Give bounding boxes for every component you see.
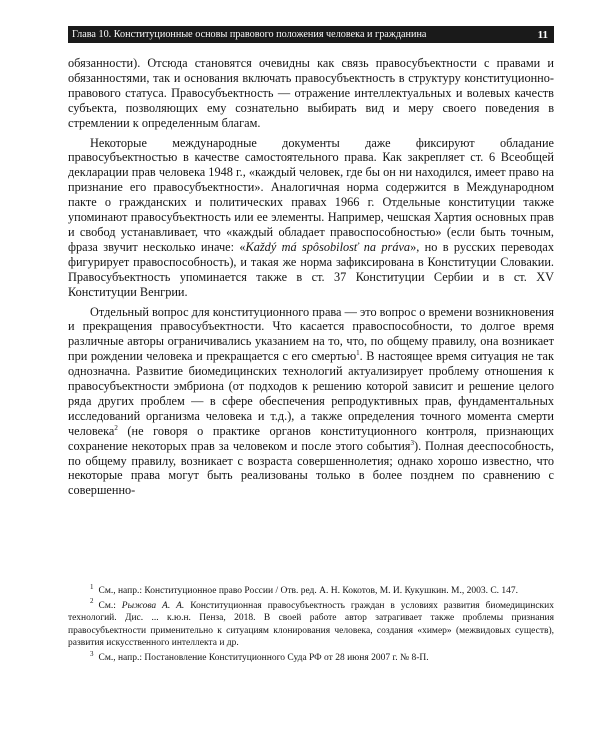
page-number: 11 (537, 28, 548, 41)
paragraph-3-part3: (не говоря о практике органов конституционного контроля, признающих сохранение некоторых прав за человеком и после этого события (68, 423, 554, 453)
footnote-2 (68, 597, 554, 650)
footnotes (68, 582, 554, 667)
paragraph-3-part2: . В настоящее время ситуация не так однозначна. Развитие биомедицинских технологий актуализирует проблему отношения к правосубъектности эмбриона (от подходов к решению которой зависит и решение целого ряда других проблем — в сфере обеспечения репродуктивных прав, фундаментальных исследований организма человека и т.д.), а также определения точного момента смерти человека (68, 349, 554, 438)
footnote-2-author: Рыжова А. А. (121, 600, 185, 611)
paragraph-1-text: обязанности). Отсюда становятся очевидны как связь правосубъектности с правами и обязанностями, так и основания включать правосубъектность в структуру конституционно-правового статуса. Правосубъектность — отражение интеллектуальных и волевых качеств субъекта, позволяющих ему сознательно выбирать вид и меру своего поведения в стремлении к определенным благам. (68, 56, 554, 130)
footnote-ref-2[interactable]: 2 (114, 423, 118, 432)
slovak-quote: Každý má spôsobilosť na práva (245, 239, 411, 254)
footnote-1-text: См., напр.: Конституционное право России / Отв. ред. А. Н. Кокотов, М. И. Кукушкин. М., 2003. С. 147. (98, 586, 519, 596)
paragraph-3-part4: ). Полная дееспособность, по общему правилу, возникает с возраста совершеннолетия; однако хорошо известно, что некоторые права могут быть реализованы только в более позднем по сравнению с совершенно- (68, 438, 554, 498)
paragraph-2-part1: Некоторые международные документы даже фиксируют обладание правосубъектностью в качестве самостоятельного права. Как закрепляет ст. 6 Всеобщей декларации прав человека 1948 г., «каждый человек, где бы он ни находился, имеет право на признание его правосубъектности». Аналогичная норма содержится в Международном пакте о гражданских и политических правах 1966 г. Отдельные конституции также упоминают правосубъектность или ее элементы. Например, чешская Хартия основных прав и свобод устанавливает, что «каждый обладает правоспособностью» (если быть точным, фраза звучит несколько иначе: « (68, 135, 554, 254)
footnote-ref-1[interactable]: 1 (356, 349, 360, 358)
paragraph-3 (68, 305, 554, 499)
paragraph-2 (68, 136, 554, 300)
footnote-ref-3[interactable]: 3 (410, 438, 414, 447)
footnote-3-text: См., напр.: Постановление Конституционного Суда РФ от 28 июня 2007 г. № 8-П. (98, 652, 429, 663)
footnote-3 (68, 649, 554, 665)
footnote-2-number: 2 (90, 597, 94, 606)
running-header (68, 26, 554, 43)
footnote-1 (68, 582, 554, 598)
paragraph-2-part2: », но в русских переводах фигурирует правоспособность), и такая же норма зафиксирована в Конституции Словакии. Правосубъектность упоминается также в ст. 37 Конституции Сербии и в ст. XV Конституции Венгрии. (68, 239, 554, 299)
main-text (68, 56, 554, 503)
footnote-1-number: 1 (90, 582, 94, 591)
paragraph-3-part1: Отдельный вопрос для конституционного права — это вопрос о времени возникновения и прекращения правосубъектности. Что касается правоспособности, то долгое время различные авторы ограничивались указанием на то, что, по общему правилу, она возникает при рождении человека и прекращается с его смертью (68, 304, 554, 364)
footnote-3-number: 3 (90, 649, 94, 658)
paragraph-1 (68, 56, 554, 131)
chapter-title: Глава 10. Конституционные основы правового положения человека и гражданина (72, 29, 427, 40)
footnote-2-text: Конституционная правосубъектность граждан в условиях развития биомедицинских технологий. Дис. ... к.ю.н. Пенза, 2018. В своей работе автор затрагивает также проблемы признания правосубъектности применительно к ситуациям клонирования человека, создания «химер» (межвидовых существ), развития искусственного интеллекта и др. (68, 600, 554, 649)
footnote-2-prefix: См.: (98, 600, 122, 611)
